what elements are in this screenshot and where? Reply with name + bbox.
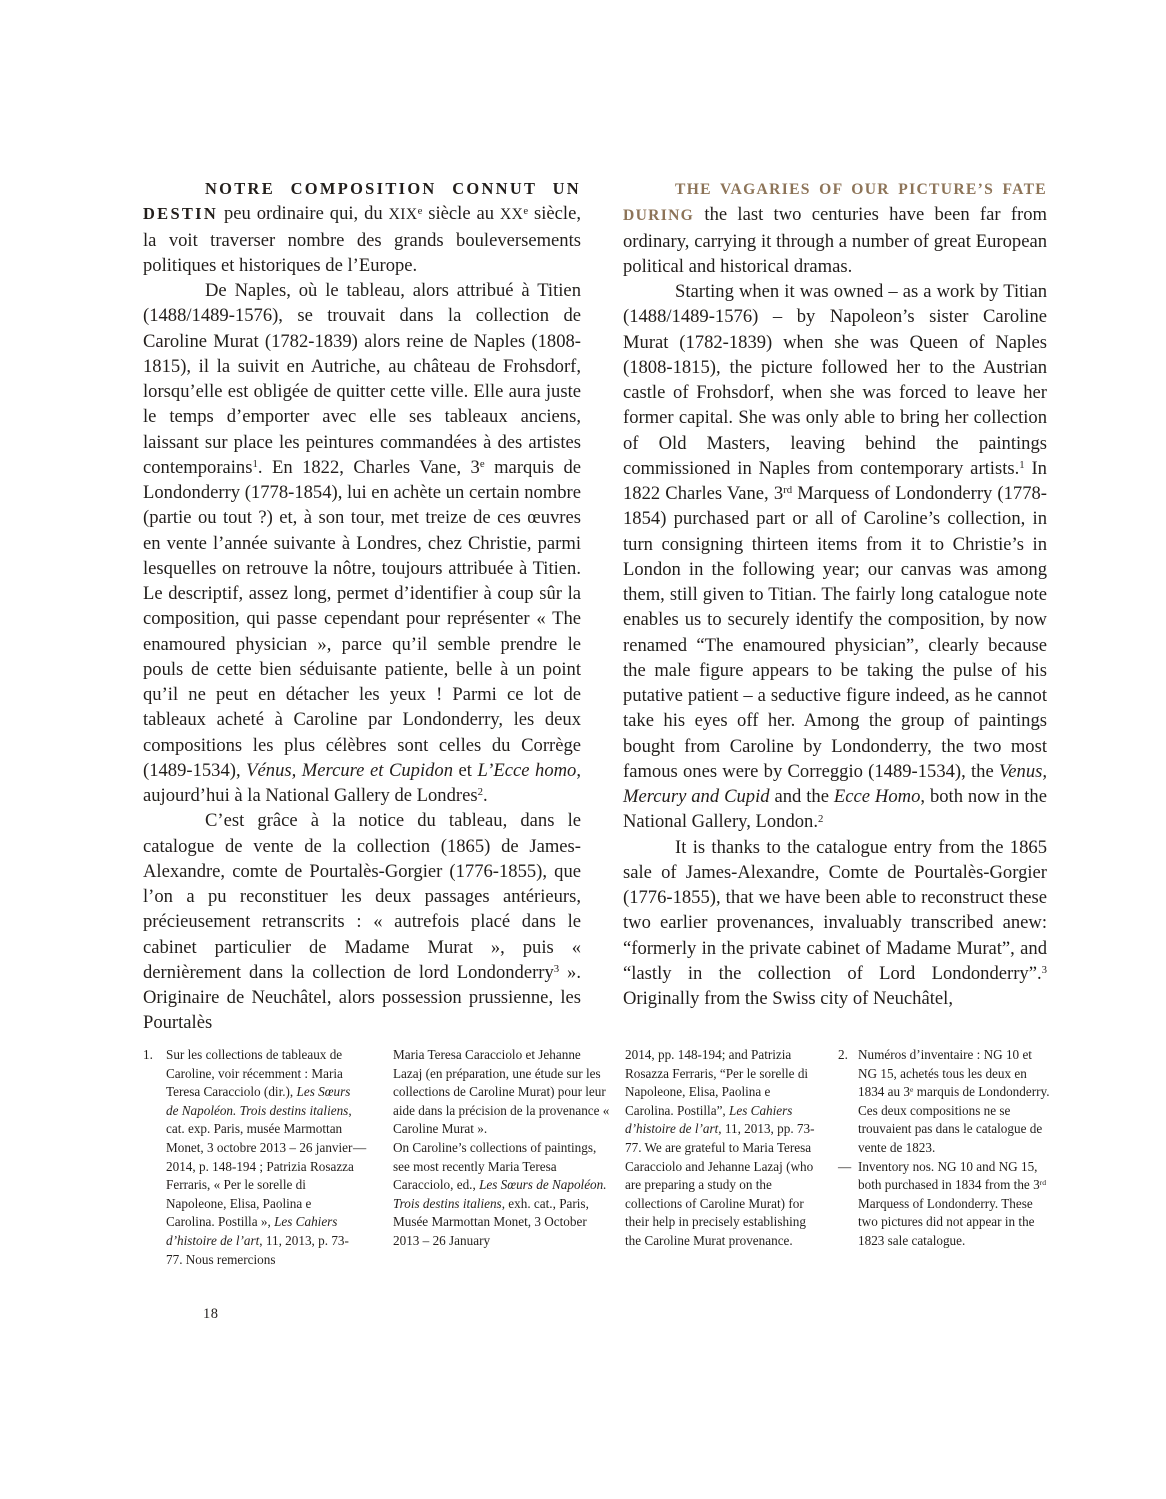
- footnote-1-french: [143, 1046, 355, 1269]
- footnote-1-english-continuation: [625, 1046, 819, 1251]
- footnote-1-french-continuation: [373, 1046, 613, 1139]
- page-number: 18: [203, 1306, 219, 1322]
- footnote-2-english-text: Inventory nos. NG 10 and NG 15, both purchased in 1834 from the 3rd Marquess of Londonderry. These two pictures did not appear in the 1823 sale catalogue.: [858, 1158, 1047, 1248]
- footnote-translation-dash: —: [838, 1158, 852, 1174]
- paragraph-en-1: THE VAGARIES OF OUR PICTURE’S FATE DURING the last two centuries have been far from ordinary, carrying it through a number of great European political and historical dramas.: [623, 181, 1047, 277]
- paragraph-fr-3: C’est grâce à la notice du tableau, dans le catalogue de vente de la collection (1865) de James-Alexandre, comte de Pourtalès-Gorgier (1776-1855), que l’on a pu reconstituer les deux passages antérieurs, précieusement retranscrits : « autrefois placé dans le cabinet particulier de Madame Murat », puis « dernièrement dans la collection de lord Londonderry$^3$ ». Originaire de Neuchâtel, alors possession prussienne, les Pourtalès: [143, 810, 582, 1034]
- footnote-2-french: [838, 1046, 1052, 1158]
- footnote-column-2: [353, 1046, 613, 1251]
- paragraph-fr-2: De Naples, où le tableau, alors attribué à Titien (1488/1489-1576), se trouvait dans la collection de Caroline Murat (1782-1839) alors reine de Naples (1808-1815), il la suivit en Autriche, au château de Frohsdorf, lorsqu’elle est obligée de quitter cette ville. Elle aura juste le temps d’emporter avec elle ses tableaux anciens, laissant sur place les peintures commandées à des artistes contemporains$^1$. En 1822, Charles Vane, 3e marquis de Londonderry (1778-1854), lui en achète un certain nombre (partie ou tout ?) et, à son tour, met treize de ces œuvres en vente l’année suivante à Londres, chez Christie, parmi lesquelles on retrouve la nôtre, toujours attribuée à Titien. Le descriptif, assez long, permet d’identifier à coup sûr la composition, qui passe cependant pour représenter « The enamoured physician », parce qu’il semble prendre le pouls de cette bien séduisante patiente, belle à un point qu’il ne peut en détacher les yeux ! Parmi ce lot de tableaux acheté à Caroline par Londonderry, les deux compositions les plus célèbres sont celles du Corrège (1489-1534), Vénus, Mercure et Cupidon et L’Ecce homo, aujourd’hui à la National Gallery de Londres$^2$.: [143, 280, 582, 806]
- footnote-column-1: [143, 1046, 355, 1269]
- footnote-1-english-continuation-text: 2014, pp. 148-194; and Patrizia Rosazza Ferraris, “Per le sorelle di Napoleone, Elisa, Paolina e Carolina. Postilla”, Les Cahiers d’histoire de l’art, 11, 2013, pp. 73-77. We are grateful to Maria Teresa Caracciolo and Jehanne Lazaj (who are preparing a study on the collections of Caroline Murat) for their help in precisely establishing the Caroline Murat provenance.: [625, 1047, 815, 1248]
- footnote-2-number: 2.: [838, 1047, 848, 1062]
- footnote-column-4: [838, 1046, 1052, 1251]
- footnote-1-french-continuation-text: Maria Teresa Caracciolo et Jehanne Lazaj (en préparation, une étude sur les collections de Caroline Murat) pour leur aide dans la précision de la provenance « Caroline Murat ».: [393, 1047, 610, 1137]
- footnote-1-french-text: Sur les collections de tableaux de Caroline, voir récemment : Maria Teresa Caracciolo (dir.), Les Sœurs de Napoléon. Trois destins italiens, cat. exp. Paris, musée Marmottan Monet, 3 octobre 2013 – 26 janvier 2014, p. 148-194 ; Patrizia Rosazza Ferraris, « Per le sorelle di Napoleone, Elisa, Paolina e Carolina. Postilla », Les Cahiers d’histoire de l’art, 11, 2013, p. 73-77. Nous remercions: [166, 1047, 354, 1267]
- main-column-english: [623, 176, 1047, 1011]
- main-column-french: [143, 176, 581, 1036]
- paragraph-fr-1: NOTRE COMPOSITION CONNUT UN DESTIN peu ordinaire qui, du XIXe siècle au XXe siècle, la voit traverser nombre des grands bouleversements politiques et historiques de l’Europe.: [143, 179, 581, 276]
- paragraph-en-2: Starting when it was owned – as a work by Titian (1488/1489-1576) – by Napoleon’s sister Caroline Murat (1782-1839) when she was Queen of Naples (1808-1815), the picture followed her to the Austrian castle of Frohsdorf, when she was forced to leave her former capital. She was only able to bring her collection of Old Masters, leaving behind the paintings commissioned in Naples from contemporary artists.$^1$ In 1822 Charles Vane, 3rd Marquess of Londonderry (1778-1854) purchased part or all of Caroline’s collection, in turn consigning thirteen items from it to Christie’s in London in the following year; our canvas was among them, still given to Titian. The fairly long catalogue note enables us to securely identify the composition, by now renamed “The enamoured physician”, clearly because the male figure appears to be taking the pulse of his putative patient – a seductive figure indeed, as he cannot take his eyes off her. Among the group of paintings bought from Caroline by Londonderry, the two most famous ones were by Correggio (1489-1534), the Venus, Mercury and Cupid and the Ecce Homo, both now in the National Gallery, London.$^2$: [623, 281, 1047, 833]
- footnote-translation-dash: —: [353, 1139, 367, 1155]
- footnote-2-english: [838, 1158, 1052, 1251]
- footnote-1-number: 1.: [143, 1047, 153, 1062]
- footnote-2-french-text: Numéros d’inventaire : NG 10 et NG 15, achetés tous les deux en 1834 au 3e marquis de Londonderry. Ces deux compositions ne se trouvaient pas dans le catalogue de vente de 1823.: [858, 1047, 1050, 1155]
- paragraph-en-3: It is thanks to the catalogue entry from the 1865 sale of James-Alexandre, Comte de Pourtalès-Gorgier (1776-1855), that we have been able to reconstruct these two earlier provenances, invaluably transcribed anew: “formerly in the private cabinet of Madame Murat”, and “lastly in the collection of Lord Londonderry”.$^3$ Originally from the Swiss city of Neuchâtel,: [623, 836, 1047, 1009]
- footnote-1-english: [353, 1139, 613, 1251]
- footnote-column-3: [625, 1046, 819, 1251]
- footnote-1-english-text: On Caroline’s collections of paintings, see most recently Maria Teresa Caracciolo, ed., Les Sœurs de Napoléon. Trois destins italiens, exh. cat., Paris, Musée Marmottan Monet, 3 October 2013 – 26 January: [393, 1139, 607, 1248]
